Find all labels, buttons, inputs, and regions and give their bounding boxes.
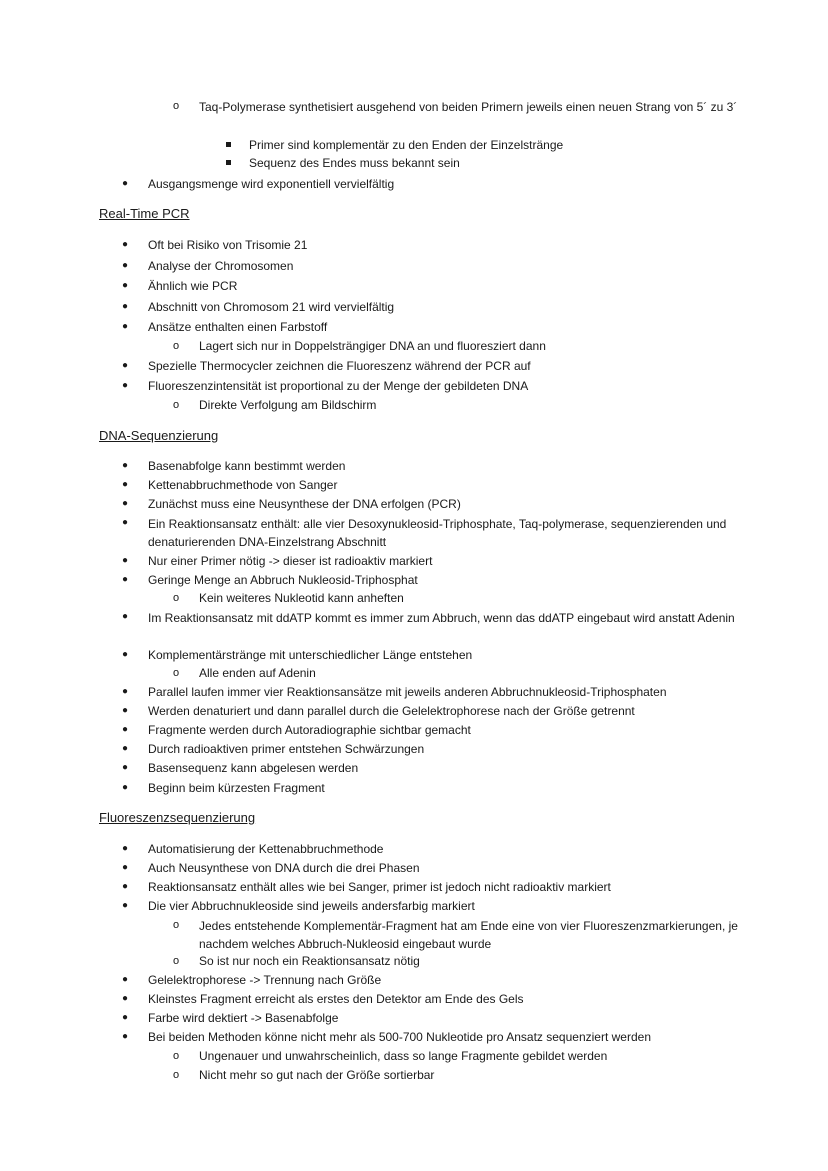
list-item: Farbe wird dektiert -> Basenabfolge: [148, 1011, 339, 1025]
list-item: Auch Neusynthese von DNA durch die drei Phasen: [148, 861, 420, 875]
list-item: Ausgangsmenge wird exponentiell vervielfältig: [148, 177, 395, 191]
list-item: Werden denaturiert und dann parallel durch die Gelelektrophorese nach der Größe getrennt: [148, 704, 635, 718]
list-item: Ein Reaktionsansatz enthält: alle vier Desoxynukleosid-Triphosphate, Taq-polymerase, sequenzierenden und denaturierenden DNA-Einzelstrang Abschnitt: [148, 517, 727, 549]
bullet-icon: ●: [122, 178, 129, 189]
bullet-icon: ●: [122, 460, 129, 471]
list-item: Alle enden auf Adenin: [199, 666, 316, 680]
bullet-icon: ●: [122, 360, 129, 371]
circle-bullet-icon: o: [173, 1050, 180, 1062]
bullet-icon: ●: [122, 993, 129, 1004]
list-item: Automatisierung der Kettenabbruchmethode: [148, 842, 384, 856]
bullet-icon: ●: [122, 1012, 129, 1023]
list-item: Durch radioaktiven primer entstehen Schwärzungen: [148, 742, 425, 756]
list-item: Taq-Polymerase synthetisiert ausgehend von beiden Primern jeweils einen neuen Strang von 5´ zu 3´: [199, 100, 738, 114]
list-item: Bei beiden Methoden könne nicht mehr als 500-700 Nukleotide pro Ansatz sequenziert werden: [148, 1030, 651, 1044]
list-item: Fragmente werden durch Autoradiographie sichtbar gemacht: [148, 723, 471, 737]
list-item: Zunächst muss eine Neusynthese der DNA erfolgen (PCR): [148, 497, 461, 511]
list-item: Im Reaktionsansatz mit ddATP kommt es immer zum Abbruch, wenn das ddATP eingebaut wird anstatt Adenin: [148, 611, 735, 625]
list-item: Oft bei Risiko von Trisomie 21: [148, 238, 308, 252]
circle-bullet-icon: o: [173, 100, 180, 112]
list-item: Ansätze enthalten einen Farbstoff: [148, 320, 328, 334]
list-item: Sequenz des Endes muss bekannt sein: [249, 156, 460, 170]
list-item: Kettenabbruchmethode von Sanger: [148, 478, 338, 492]
bullet-icon: ●: [122, 649, 129, 660]
list-item: Beginn beim kürzesten Fragment: [148, 781, 325, 795]
circle-bullet-icon: o: [173, 1069, 180, 1081]
list-item: Spezielle Thermocycler zeichnen die Fluoreszenz während der PCR auf: [148, 359, 531, 373]
bullet-icon: ●: [122, 1031, 129, 1042]
list-item: Die vier Abbruchnukleoside sind jeweils andersfarbig markiert: [148, 899, 475, 913]
bullet-icon: ●: [122, 301, 129, 312]
list-item: Fluoreszenzintensität ist proportional zu der Menge der gebildeten DNA: [148, 379, 529, 393]
bullet-icon: ●: [122, 974, 129, 985]
bullet-icon: ●: [122, 280, 129, 291]
bullet-icon: ●: [122, 498, 129, 509]
bullet-icon: ●: [122, 900, 129, 911]
bullet-icon: ●: [122, 686, 129, 697]
bullet-icon: ●: [122, 843, 129, 854]
circle-bullet-icon: o: [173, 592, 180, 604]
bullet-icon: ●: [122, 555, 129, 566]
bullet-icon: ●: [122, 517, 129, 528]
list-item: Lagert sich nur in Doppelsträngiger DNA an und fluoresziert dann: [199, 339, 546, 353]
list-item: Nicht mehr so gut nach der Größe sortierbar: [199, 1068, 435, 1082]
section-heading: DNA-Sequenzierung: [99, 428, 219, 443]
bullet-icon: ●: [122, 724, 129, 735]
circle-bullet-icon: o: [173, 919, 180, 931]
list-item: Nur einer Primer nötig -> dieser ist radioaktiv markiert: [148, 554, 433, 568]
list-item: So ist nur noch ein Reaktionsansatz nötig: [199, 954, 420, 968]
bullet-icon: ●: [122, 705, 129, 716]
list-item: Jedes entstehende Komplementär-Fragment hat am Ende eine von vier Fluoreszenzmarkierungen, je nachdem welches Abbruch-Nukleosid eingebaut wurde: [199, 919, 738, 951]
list-item: Ungenauer und unwahrscheinlich, dass so lange Fragmente gebildet werden: [199, 1049, 608, 1063]
bullet-icon: ●: [122, 862, 129, 873]
bullet-icon: ●: [122, 574, 129, 585]
list-item: Basenabfolge kann bestimmt werden: [148, 459, 346, 473]
bullet-icon: ●: [122, 782, 129, 793]
square-bullet-icon: [226, 142, 231, 147]
list-item: Basensequenz kann abgelesen werden: [148, 761, 359, 775]
bullet-icon: ●: [122, 881, 129, 892]
list-item: Ähnlich wie PCR: [148, 279, 238, 293]
bullet-icon: ●: [122, 743, 129, 754]
bullet-icon: ●: [122, 762, 129, 773]
bullet-icon: ●: [122, 321, 129, 332]
circle-bullet-icon: o: [173, 667, 180, 679]
circle-bullet-icon: o: [173, 399, 180, 411]
list-item: Parallel laufen immer vier Reaktionsansätze mit jeweils anderen Abbruchnukleosid-Triphosphaten: [148, 685, 667, 699]
list-item: Kein weiteres Nukleotid kann anheften: [199, 591, 404, 605]
section-heading: Real-Time PCR: [99, 206, 190, 221]
list-item: Analyse der Chromosomen: [148, 259, 294, 273]
section-heading: Fluoreszenzsequenzierung: [99, 810, 256, 825]
bullet-icon: ●: [122, 380, 129, 391]
bullet-icon: ●: [122, 479, 129, 490]
list-item: Komplementärstränge mit unterschiedlicher Länge entstehen: [148, 648, 473, 662]
list-item: Direkte Verfolgung am Bildschirm: [199, 398, 377, 412]
list-item: Geringe Menge an Abbruch Nukleosid-Triphosphat: [148, 573, 418, 587]
bullet-icon: ●: [122, 611, 129, 622]
list-item: Gelelektrophorese -> Trennung nach Größe: [148, 973, 382, 987]
list-item: Reaktionsansatz enthält alles wie bei Sanger, primer ist jedoch nicht radioaktiv markiert: [148, 880, 611, 894]
list-item: Kleinstes Fragment erreicht als erstes den Detektor am Ende des Gels: [148, 992, 524, 1006]
bullet-icon: ●: [122, 239, 129, 250]
square-bullet-icon: [226, 160, 231, 165]
bullet-icon: ●: [122, 260, 129, 271]
circle-bullet-icon: o: [173, 955, 180, 967]
list-item: Primer sind komplementär zu den Enden der Einzelstränge: [249, 138, 564, 152]
list-item: Abschnitt von Chromosom 21 wird vervielfältig: [148, 300, 395, 314]
circle-bullet-icon: o: [173, 340, 180, 352]
